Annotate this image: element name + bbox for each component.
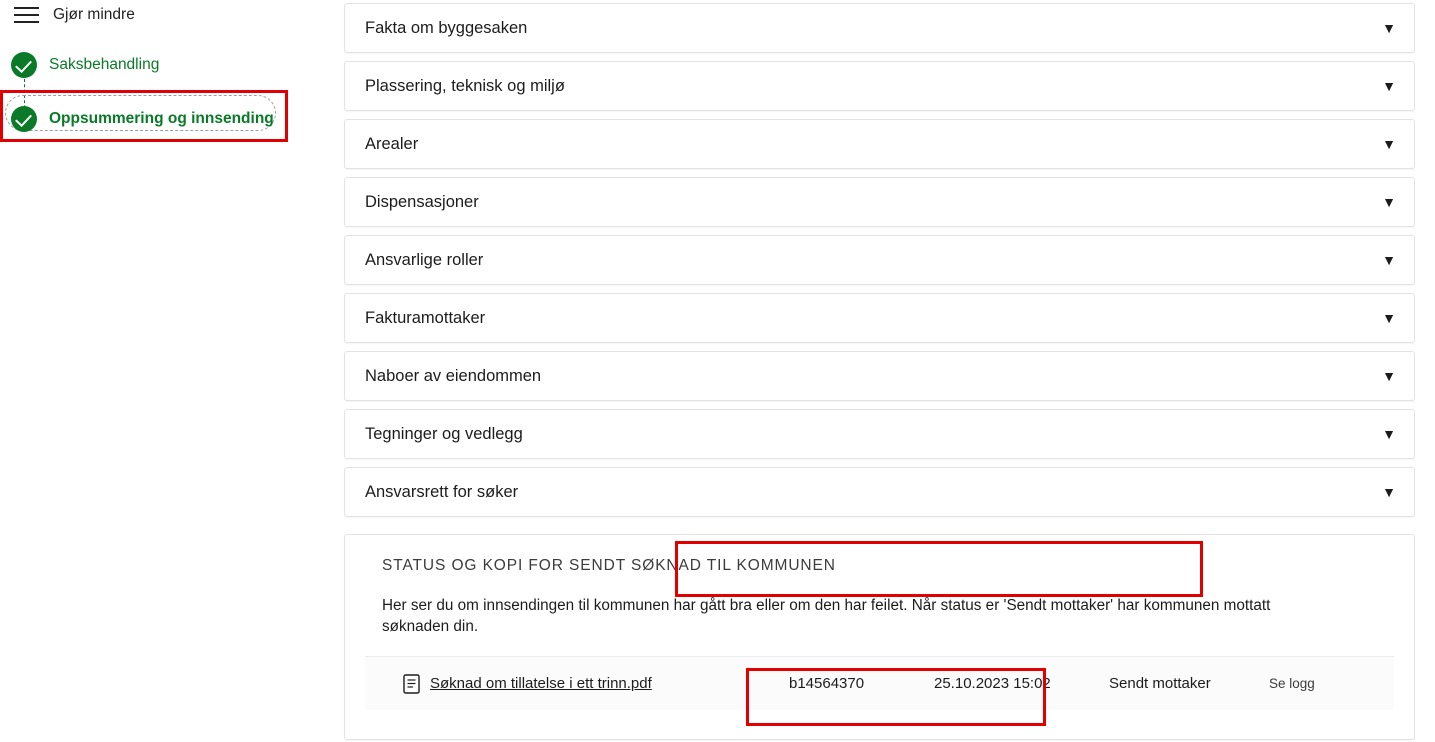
status-section — [344, 534, 1415, 740]
sidebar-step-label: Saksbehandling — [49, 56, 160, 73]
chevron-down-icon[interactable]: ▼ — [1382, 78, 1396, 94]
progress-steps — [0, 47, 330, 137]
accordion-title: Plassering, teknisk og miljø — [365, 76, 565, 95]
see-log-link[interactable]: Se logg — [1269, 676, 1315, 692]
chevron-down-icon[interactable]: ▼ — [1382, 136, 1396, 152]
accordion-ansvarlige-roller[interactable] — [344, 235, 1415, 285]
accordion-plassering-teknisk-og-miljo[interactable] — [344, 61, 1415, 111]
sidebar — [0, 0, 330, 742]
status-section-description: Her ser du om innsendingen til kommunen har gått bra eller om den har feilet. Når status er 'Sendt mottaker' har kommunen mottatt søknaden din. — [382, 597, 1271, 636]
accordion-title: Arealer — [365, 134, 419, 153]
accordion-naboer-av-eiendommen[interactable] — [344, 351, 1415, 401]
accordion-tegninger-og-vedlegg[interactable] — [344, 409, 1415, 459]
document-icon — [403, 674, 420, 694]
accordion-fakta-om-byggesaken[interactable] — [344, 3, 1415, 53]
accordion-arealer[interactable] — [344, 119, 1415, 169]
accordion-title: Ansvarsrett for søker — [365, 482, 519, 501]
accordion-dispensasjoner[interactable] — [344, 177, 1415, 227]
chevron-down-icon[interactable]: ▼ — [1382, 252, 1396, 268]
table-cell-file — [365, 674, 789, 694]
pdf-file-link[interactable]: Søknad om tillatelse i ett trinn.pdf — [430, 675, 652, 693]
accordion-title: Ansvarlige roller — [365, 250, 484, 269]
accordion-title: Fakta om byggesaken — [365, 18, 528, 37]
main-content — [330, 0, 1435, 742]
status-section-heading: STATUS OG KOPI FOR SENDT SØKNAD TIL KOMMUNEN — [382, 557, 836, 574]
accordion-fakturamottaker[interactable] — [344, 293, 1415, 343]
chevron-down-icon[interactable]: ▼ — [1382, 426, 1396, 442]
sidebar-step-oppsummering[interactable] — [11, 101, 330, 137]
accordion-ansvarsrett-for-soker[interactable] — [344, 467, 1415, 517]
hamburger-icon — [14, 7, 39, 24]
menu-toggle[interactable] — [0, 0, 330, 30]
accordion-title: Tegninger og vedlegg — [365, 424, 523, 443]
sidebar-step-saksbehandling[interactable] — [11, 47, 330, 83]
accordion-title: Naboer av eiendommen — [365, 366, 542, 385]
accordion-title: Dispensasjoner — [365, 192, 479, 211]
chevron-down-icon[interactable]: ▼ — [1382, 368, 1396, 384]
accordion-title: Fakturamottaker — [365, 308, 486, 327]
accordion-list — [330, 0, 1435, 517]
table-cell-status: Sendt mottaker — [1109, 675, 1211, 693]
table-cell-timestamp: 25.10.2023 15:02 — [934, 675, 1051, 693]
menu-toggle-label: Gjør mindre — [53, 6, 135, 23]
chevron-down-icon[interactable]: ▼ — [1382, 310, 1396, 326]
chevron-down-icon[interactable]: ▼ — [1382, 194, 1396, 210]
sidebar-step-label: Oppsummering og innsending — [49, 110, 274, 127]
table-cell-id: b14564370 — [789, 675, 865, 693]
check-circle-icon — [11, 52, 37, 78]
check-circle-icon — [11, 106, 37, 132]
chevron-down-icon[interactable]: ▼ — [1382, 20, 1396, 36]
status-table-row — [365, 656, 1394, 710]
chevron-down-icon[interactable]: ▼ — [1382, 484, 1396, 500]
